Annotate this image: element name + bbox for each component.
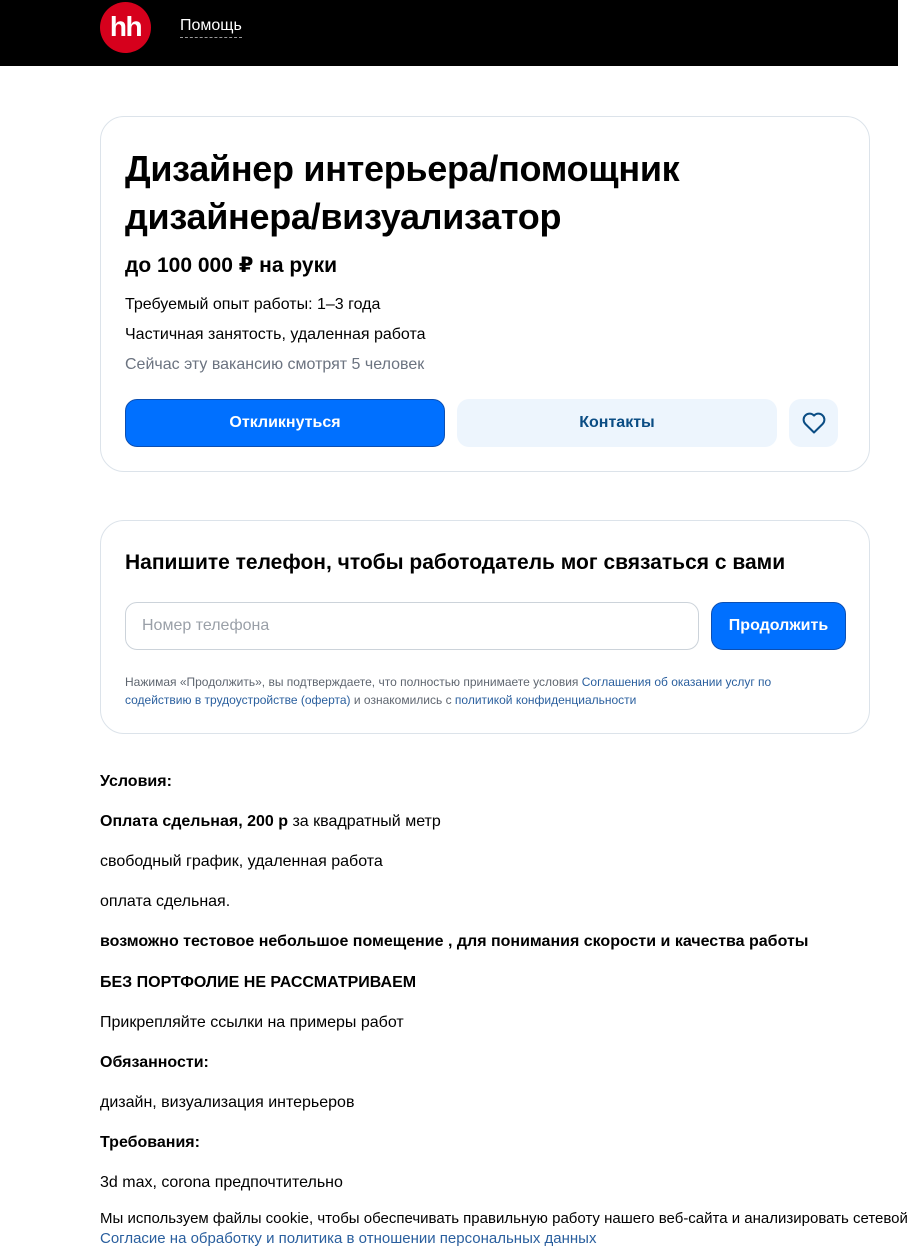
cookie-banner <box>0 1194 908 1247</box>
vacancy-employment: Частичная занятость, удаленная работа <box>125 326 426 343</box>
vacancy-salary: до 100 000 ₽ на руки <box>125 254 338 277</box>
favorite-button[interactable] <box>789 399 838 447</box>
duties-heading: Обязанности: <box>100 1054 209 1071</box>
cookie-policy-link[interactable]: Согласие на обработку и политика в отношении персональных данных <box>100 1230 597 1247</box>
top-bar <box>0 0 898 66</box>
legal-middle: и ознакомились с <box>350 693 455 707</box>
contacts-button[interactable]: Контакты <box>457 399 777 447</box>
test-task-line: возможно тестовое небольшое помещение , для понимания скорости и качества работы <box>100 933 809 950</box>
respond-button[interactable]: Откликнуться <box>125 399 445 447</box>
agreement-link[interactable]: Соглашения об оказании услуг по содействию в трудоустройстве (оферта) <box>125 675 772 707</box>
duties-text: дизайн, визуализация интерьеров <box>100 1094 355 1111</box>
attach-links-line: Прикрепляйте ссылки на примеры работ <box>100 1014 404 1031</box>
legal-prefix: Нажимая «Продолжить», вы подтверждаете, что полностью принимаете условия <box>125 675 582 689</box>
help-link[interactable]: Помощь <box>180 17 242 38</box>
payment-line <box>100 813 880 831</box>
vacancy-title <box>125 145 825 241</box>
vacancy-title-line2: дизайнера/визуализатор <box>125 196 562 237</box>
vacancy-experience: Требуемый опыт работы: 1–3 года <box>125 296 381 313</box>
vacancy-viewers: Сейчас эту вакансию смотрят 5 человек <box>125 356 425 373</box>
requirements-heading: Требования: <box>100 1134 200 1151</box>
phone-form-title: Напишите телефон, чтобы работодатель мог связаться с вами <box>125 551 786 574</box>
heart-icon <box>802 412 826 434</box>
privacy-policy-link[interactable]: политикой конфиденциальности <box>454 693 637 707</box>
vacancy-title-line1: Дизайнер интерьера/помощник <box>125 148 680 189</box>
payment-bold: Оплата сдельная, 200 р <box>100 813 289 830</box>
portfolio-note: БЕЗ ПОРТФОЛИЕ НЕ РАССМАТРИВАЕМ <box>100 974 417 991</box>
requirements-text: 3d max, corona предпочтительно <box>100 1174 343 1191</box>
phone-input[interactable] <box>125 602 699 650</box>
vacancy-card <box>100 116 870 472</box>
phone-form-card <box>100 520 870 734</box>
payment-rest: за квадратный метр <box>288 813 441 830</box>
payment-type-line: оплата сдельная. <box>100 893 231 910</box>
hh-logo[interactable]: hh <box>100 2 151 53</box>
conditions-heading: Условия: <box>100 773 172 790</box>
cookie-text: Мы используем файлы cookie, чтобы обеспечивать правильную работу нашего веб-сайта и анализировать сетевой <box>100 1210 908 1227</box>
legal-notice <box>125 673 825 709</box>
continue-button[interactable]: Продолжить <box>711 602 846 650</box>
schedule-line: свободный график, удаленная работа <box>100 853 383 870</box>
